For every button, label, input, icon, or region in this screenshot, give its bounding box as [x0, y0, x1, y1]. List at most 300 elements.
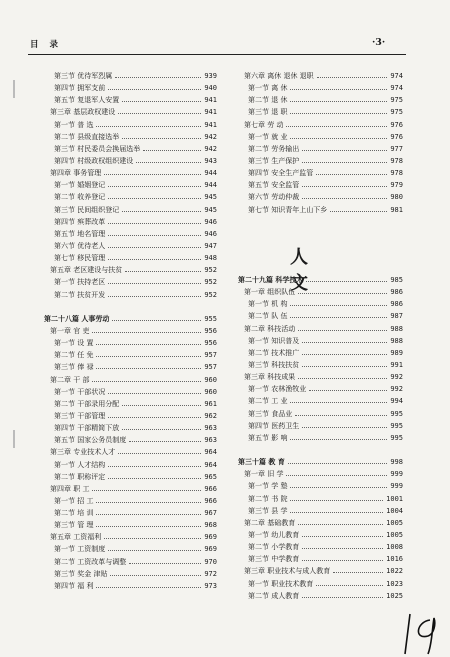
toc-section-entry[interactable]	[44, 361, 217, 373]
toc-section-entry[interactable]	[44, 422, 217, 434]
toc-page-number: 960	[204, 375, 217, 384]
toc-entry-title: 第一节 人才结构	[54, 460, 106, 469]
dot-leader	[125, 271, 201, 272]
toc-page-number: 974	[390, 72, 403, 80]
section-heading-humanities: 人 文	[290, 247, 336, 294]
toc-section-entry[interactable]	[238, 359, 403, 371]
toc-page-number: 1005	[386, 530, 403, 539]
dot-leader	[302, 597, 383, 598]
toc-section-entry[interactable]	[44, 204, 217, 216]
toc-section-entry[interactable]	[238, 383, 403, 395]
toc-entry-title: 第二节 干部录用分配	[54, 399, 120, 408]
toc-entry-title: 第三节 民间组织登记	[54, 205, 120, 214]
toc-entry-title: 第二节 队 伍	[248, 312, 288, 321]
toc-page-number: 963	[204, 436, 217, 445]
toc-section-entry[interactable]	[44, 119, 217, 131]
toc-entry-title: 第三节 食品业	[248, 409, 293, 418]
toc-page-number: 967	[204, 509, 217, 518]
toc-entry-title: 第一节 机 构	[248, 300, 288, 309]
handwritten-mark	[402, 610, 450, 657]
dot-leader	[122, 405, 201, 406]
toc-entry-title: 第一节 普 选	[54, 120, 94, 129]
dot-leader	[298, 330, 387, 331]
toc-section-entry[interactable]	[238, 505, 403, 517]
toc-page-number: 976	[390, 120, 403, 129]
toc-section-entry[interactable]	[44, 386, 217, 398]
toc-entry-title: 第三节 俸 禄	[54, 363, 94, 372]
dot-leader	[290, 402, 387, 403]
toc-entry-title: 第二节 退 休	[248, 96, 288, 105]
toc-entry-title: 第三节 奖金 津贴	[54, 569, 108, 578]
toc-chapter-entry[interactable]	[238, 468, 403, 480]
right-toc-column-top	[238, 70, 403, 216]
toc-section-entry[interactable]	[44, 580, 217, 592]
toc-page-number: 968	[204, 521, 217, 530]
toc-entry-title: 第四节 干部精简下放	[54, 424, 120, 433]
toc-section-entry[interactable]	[44, 155, 217, 167]
toc-page-number: 986	[390, 300, 403, 309]
toc-page-number: 999	[390, 482, 403, 491]
toc-entry-title: 第一节 扶持老区	[54, 278, 106, 287]
toc-page-number: 978	[390, 169, 403, 178]
toc-entry-title: 第二节 技术推广	[248, 348, 300, 357]
toc-page-number: 943	[204, 156, 217, 165]
dot-leader	[286, 475, 387, 476]
toc-entry-title: 第五节 复退军人安置	[54, 96, 120, 105]
toc-entry-title: 第一节 干部状况	[54, 387, 106, 396]
dot-leader	[302, 536, 383, 537]
dot-leader	[295, 415, 387, 416]
dot-leader	[298, 524, 383, 525]
toc-section-entry[interactable]	[238, 408, 403, 420]
toc-page-number: 985	[390, 276, 403, 284]
toc-page-number: 992	[390, 385, 403, 394]
dot-leader	[316, 174, 387, 175]
toc-chapter-entry[interactable]	[44, 483, 217, 495]
toc-part-entry[interactable]	[238, 456, 403, 468]
dot-leader	[302, 342, 387, 343]
toc-part-entry[interactable]	[44, 313, 217, 325]
toc-section-entry[interactable]	[44, 82, 217, 94]
toc-page-number: 940	[204, 84, 217, 93]
toc-entry-title: 第五章 工资福利	[50, 533, 102, 542]
toc-page-number: 981	[390, 205, 403, 214]
page-number: ·3·	[372, 37, 386, 48]
toc-section-entry[interactable]	[238, 541, 403, 553]
toc-page-number: 946	[204, 229, 217, 238]
dot-leader	[290, 500, 383, 501]
toc-entry-title: 第三章 职业技术与成人教育	[244, 567, 331, 576]
dot-leader	[129, 441, 201, 442]
dot-leader	[333, 572, 383, 573]
toc-entry-title: 第三节 退 职	[248, 108, 288, 117]
dot-leader	[286, 126, 387, 127]
toc-chapter-entry[interactable]	[238, 517, 403, 529]
toc-section-entry[interactable]	[238, 578, 403, 590]
toc-chapter-entry[interactable]	[44, 167, 217, 179]
toc-page-number: 992	[390, 373, 403, 382]
dot-leader	[108, 283, 201, 284]
toc-page-number: 941	[204, 108, 217, 117]
dot-leader	[290, 138, 387, 139]
toc-chapter-entry[interactable]	[238, 565, 403, 577]
dot-leader	[108, 466, 201, 467]
toc-page-number: 975	[390, 96, 403, 105]
toc-entry-title: 第三章 科技成果	[244, 373, 296, 382]
toc-chapter-entry[interactable]	[44, 325, 217, 337]
toc-page-number: 1016	[386, 555, 403, 564]
toc-page-number: 978	[390, 156, 403, 165]
running-header-left: 目 录	[30, 40, 62, 50]
dot-leader	[110, 575, 201, 576]
toc-chapter-entry[interactable]	[44, 374, 217, 386]
toc-page-number: 976	[390, 132, 403, 141]
toc-entry-title: 第六节 优待老人	[54, 241, 106, 250]
toc-chapter-entry[interactable]	[238, 70, 403, 82]
dot-leader	[112, 320, 201, 321]
dot-leader	[302, 150, 387, 151]
toc-entry-title: 第三节 优待军烈属	[54, 72, 113, 80]
toc-section-entry[interactable]	[44, 568, 217, 580]
dot-leader	[316, 585, 383, 586]
toc-section-entry[interactable]	[44, 131, 217, 143]
toc-entry-title: 第三节 县 学	[248, 506, 288, 515]
dot-leader	[298, 378, 387, 379]
toc-page-number: 987	[390, 312, 403, 321]
dot-leader	[290, 89, 387, 90]
margin-mark	[13, 430, 15, 448]
toc-entry-title: 第四章 职 工	[50, 484, 90, 493]
dot-leader	[108, 247, 201, 248]
dot-leader	[96, 502, 201, 503]
toc-section-entry[interactable]	[238, 529, 403, 541]
toc-entry-title: 第三节 管 理	[54, 521, 94, 530]
dot-leader	[302, 186, 387, 187]
toc-entry-title: 第三节 干部管理	[54, 411, 106, 420]
dot-leader	[115, 77, 201, 78]
toc-section-entry[interactable]	[44, 471, 217, 483]
toc-page-number: 1025	[386, 591, 403, 600]
dot-leader	[298, 293, 387, 294]
toc-chapter-entry[interactable]	[238, 119, 403, 131]
toc-page-number: 952	[204, 266, 217, 275]
toc-entry-title: 第一节 幼儿教育	[248, 530, 300, 539]
toc-page-number: 995	[390, 409, 403, 418]
toc-section-entry[interactable]	[44, 191, 217, 203]
toc-page-number: 969	[204, 545, 217, 554]
toc-entry-title: 第二节 工 业	[248, 397, 288, 406]
margin-mark	[13, 80, 15, 98]
dot-leader	[108, 296, 201, 297]
toc-section-entry[interactable]	[44, 556, 217, 568]
toc-section-entry[interactable]	[238, 395, 403, 407]
toc-page-number: 980	[390, 193, 403, 202]
dot-leader	[108, 89, 201, 90]
toc-section-entry[interactable]	[238, 347, 403, 359]
toc-page-number: 941	[204, 96, 217, 105]
toc-chapter-entry[interactable]	[44, 531, 217, 543]
toc-section-entry[interactable]	[44, 543, 217, 555]
toc-entry-title: 第三十篇 教 育	[238, 457, 285, 467]
dot-leader	[108, 417, 201, 418]
dot-leader	[108, 550, 201, 551]
toc-entry-title: 第二节 工资改革与调整	[54, 557, 127, 566]
dot-leader	[108, 393, 201, 394]
toc-page-number: 972	[204, 569, 217, 578]
dot-leader	[96, 526, 201, 527]
toc-entry-title: 第一节 知识普及	[248, 336, 300, 345]
toc-entry-title: 第一节 职业技术教育	[248, 579, 314, 588]
dot-leader	[290, 439, 387, 440]
toc-entry-title: 第一章 组织队伍	[244, 288, 296, 297]
toc-page-number: 966	[204, 496, 217, 505]
dot-leader	[317, 77, 387, 78]
dot-leader	[302, 198, 387, 199]
toc-section-entry[interactable]	[238, 143, 403, 155]
toc-entry-title: 第二章 科技活动	[244, 324, 296, 333]
dot-leader	[122, 101, 201, 102]
toc-entry-title: 第一节 工资制度	[54, 545, 106, 554]
toc-chapter-entry[interactable]	[44, 446, 217, 458]
toc-section-entry[interactable]	[238, 420, 403, 432]
toc-section-entry[interactable]	[238, 106, 403, 118]
toc-page-number: 966	[204, 484, 217, 493]
toc-section-entry[interactable]	[44, 410, 217, 422]
toc-page-number: 975	[390, 108, 403, 117]
toc-page-number: 964	[204, 448, 217, 457]
toc-entry-title: 第一节 婚姻登记	[54, 181, 106, 190]
dot-leader	[122, 429, 201, 430]
toc-chapter-entry[interactable]	[44, 106, 217, 118]
toc-section-entry[interactable]	[238, 590, 403, 602]
toc-page-number: 965	[204, 472, 217, 481]
toc-entry-title: 第五节 地名管理	[54, 229, 106, 238]
dot-leader	[96, 344, 201, 345]
toc-page-number: 1022	[386, 567, 403, 576]
dot-leader	[92, 381, 201, 382]
dot-leader	[143, 150, 201, 151]
dot-leader	[302, 560, 383, 561]
toc-section-entry[interactable]	[44, 289, 217, 301]
toc-section-entry[interactable]	[44, 240, 217, 252]
toc-section-entry[interactable]	[44, 179, 217, 191]
toc-entry-title: 第三节 村民委员会换届选举	[54, 144, 141, 153]
toc-page-number: 1008	[386, 543, 403, 552]
toc-entry-title: 第二节 培 训	[54, 509, 94, 518]
toc-section-entry[interactable]	[238, 432, 403, 444]
toc-section-entry[interactable]	[238, 335, 403, 347]
toc-entry-title: 第二节 书 院	[248, 494, 288, 503]
toc-chapter-entry[interactable]	[238, 371, 403, 383]
toc-section-entry[interactable]	[44, 459, 217, 471]
toc-entry-title: 第一节 离 休	[248, 84, 288, 93]
toc-section-entry[interactable]	[238, 493, 403, 505]
toc-page-number: 945	[204, 205, 217, 214]
toc-entry-title: 第一节 学 塾	[248, 482, 288, 491]
toc-chapter-entry[interactable]	[238, 323, 403, 335]
toc-entry-title: 第一节 设 置	[54, 339, 94, 348]
toc-page-number: 991	[390, 360, 403, 369]
toc-entry-title: 第三节 生产保护	[248, 156, 300, 165]
toc-section-entry[interactable]	[44, 94, 217, 106]
toc-entry-title: 第一节 农林渔牧业	[248, 385, 307, 394]
toc-page-number: 945	[204, 193, 217, 202]
dot-leader	[302, 548, 383, 549]
toc-entry-title: 第四节 村级政权组织建设	[54, 156, 134, 165]
dot-leader	[302, 366, 387, 367]
toc-section-entry[interactable]	[238, 167, 403, 179]
toc-section-entry[interactable]	[44, 70, 217, 82]
toc-page-number: 962	[204, 411, 217, 420]
dot-leader	[290, 113, 387, 114]
dot-leader	[136, 162, 201, 163]
toc-page-number: 970	[204, 557, 217, 566]
toc-page-number: 961	[204, 399, 217, 408]
dot-leader	[108, 223, 201, 224]
toc-entry-title: 第五节 影 响	[248, 433, 288, 442]
toc-section-entry[interactable]	[44, 398, 217, 410]
toc-section-entry[interactable]	[44, 507, 217, 519]
header-rule	[28, 54, 406, 55]
dot-leader	[290, 487, 387, 488]
toc-page-number: 960	[204, 387, 217, 396]
toc-section-entry[interactable]	[238, 553, 403, 565]
toc-page-number: 957	[204, 363, 217, 372]
toc-spacer	[238, 444, 403, 456]
toc-spacer	[44, 301, 217, 313]
toc-page-number: 995	[390, 421, 403, 430]
toc-page-number: 956	[204, 326, 217, 335]
toc-section-entry[interactable]	[238, 131, 403, 143]
toc-entry-title: 第一节 就 业	[248, 132, 288, 141]
dot-leader	[104, 174, 201, 175]
toc-section-entry[interactable]	[44, 337, 217, 349]
toc-page-number: 988	[390, 336, 403, 345]
toc-page-number: 994	[390, 397, 403, 406]
toc-page-number: 1005	[386, 518, 403, 527]
toc-entry-title: 第一章 旧 学	[244, 470, 284, 479]
dot-leader	[290, 512, 383, 513]
toc-entry-title: 第一章 官 吏	[50, 326, 90, 335]
dot-leader	[290, 317, 387, 318]
toc-entry-title: 第二节 扶贫开发	[54, 290, 106, 299]
toc-page-number: 944	[204, 169, 217, 178]
toc-entry-title: 第五节 安全监管	[248, 181, 300, 190]
dot-leader	[122, 211, 201, 212]
toc-page-number: 955	[204, 314, 217, 323]
toc-entry-title: 第二章 基础教育	[244, 518, 296, 527]
toc-section-entry[interactable]	[238, 94, 403, 106]
toc-entry-title: 第二节 成人教育	[248, 591, 300, 600]
right-toc-column-bottom	[238, 274, 403, 602]
toc-page-number: 946	[204, 217, 217, 226]
toc-page-number: 947	[204, 241, 217, 250]
dot-leader	[306, 281, 387, 282]
dot-leader	[302, 354, 387, 355]
dot-leader	[108, 259, 201, 260]
toc-section-entry[interactable]	[44, 216, 217, 228]
toc-entry-title: 第二节 职称评定	[54, 472, 106, 481]
toc-entry-title: 第三章 专业技术人才	[50, 448, 116, 457]
toc-section-entry[interactable]	[238, 155, 403, 167]
toc-entry-title: 第三章 基层政权建设	[50, 108, 116, 117]
dot-leader	[96, 368, 201, 369]
toc-chapter-entry[interactable]	[238, 286, 403, 298]
toc-entry-title: 第五章 老区建设与扶贫	[50, 266, 123, 275]
toc-section-entry[interactable]	[44, 252, 217, 264]
dot-leader	[330, 211, 387, 212]
toc-page-number: 969	[204, 533, 217, 542]
toc-page-number: 999	[390, 470, 403, 479]
dot-leader	[129, 563, 201, 564]
toc-entry-title: 第二节 收养登记	[54, 193, 106, 202]
toc-page-number: 995	[390, 433, 403, 442]
dot-leader	[302, 162, 387, 163]
toc-entry-title: 第七章 劳 动	[244, 120, 284, 129]
toc-page-number: 963	[204, 424, 217, 433]
dot-leader	[108, 478, 201, 479]
toc-part-entry[interactable]	[238, 274, 403, 286]
toc-entry-title: 第四节 福 利	[54, 581, 94, 590]
toc-entry-title: 第二节 劳务输出	[248, 144, 300, 153]
toc-section-entry[interactable]	[44, 434, 217, 446]
toc-entry-title: 第五节 国家公务员制度	[54, 436, 127, 445]
toc-entry-title: 第一节 招 工	[54, 496, 94, 505]
toc-entry-title: 第二节 小学教育	[248, 543, 300, 552]
left-toc-column	[44, 70, 217, 592]
toc-section-entry[interactable]	[238, 204, 403, 216]
dot-leader	[302, 427, 387, 428]
toc-page-number: 942	[204, 144, 217, 153]
dot-leader	[104, 538, 201, 539]
dot-leader	[122, 138, 201, 139]
toc-page-number: 986	[390, 288, 403, 297]
toc-section-entry[interactable]	[44, 349, 217, 361]
toc-section-entry[interactable]	[238, 179, 403, 191]
dot-leader	[96, 587, 201, 588]
toc-section-entry[interactable]	[44, 228, 217, 240]
toc-page-number: 1001	[386, 494, 403, 503]
toc-page-number: 998	[390, 458, 403, 467]
toc-entry-title: 第二十九篇 科学技术	[238, 275, 304, 284]
toc-page-number: 1023	[386, 579, 403, 588]
toc-section-entry[interactable]	[44, 143, 217, 155]
toc-section-entry[interactable]	[44, 495, 217, 507]
toc-entry-title: 第二十八篇 人事劳动	[44, 313, 110, 323]
toc-section-entry[interactable]	[238, 480, 403, 492]
toc-section-entry[interactable]	[238, 191, 403, 203]
dot-leader	[118, 113, 201, 114]
toc-page-number: 979	[390, 181, 403, 190]
toc-section-entry[interactable]	[44, 276, 217, 288]
dot-leader	[96, 356, 201, 357]
toc-page-number: 977	[390, 144, 403, 153]
dot-leader	[92, 490, 201, 491]
toc-page-number: 952	[204, 290, 217, 299]
dot-leader	[108, 198, 201, 199]
toc-page-number: 964	[204, 460, 217, 469]
toc-section-entry[interactable]	[238, 82, 403, 94]
toc-section-entry[interactable]	[238, 298, 403, 310]
toc-chapter-entry[interactable]	[44, 264, 217, 276]
toc-section-entry[interactable]	[44, 519, 217, 531]
toc-entry-title: 第六章 离休 退休 退职	[244, 72, 314, 80]
toc-section-entry[interactable]	[238, 310, 403, 322]
toc-page-number: 948	[204, 254, 217, 263]
toc-page-number: 939	[204, 72, 217, 80]
toc-page-number: 974	[390, 84, 403, 93]
dot-leader	[96, 126, 201, 127]
